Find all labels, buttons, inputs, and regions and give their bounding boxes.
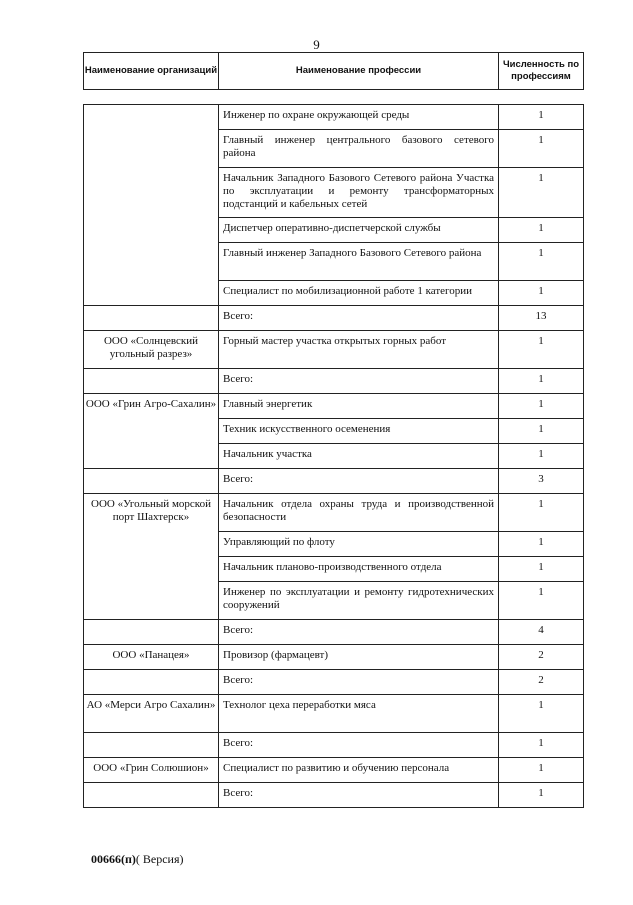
count-cell: 1 xyxy=(499,695,584,733)
count-cell: 1 xyxy=(499,331,584,369)
organization-cell xyxy=(84,105,219,306)
profession-cell: Инженер по охране окружающей среды xyxy=(219,105,499,130)
total-row xyxy=(84,783,584,808)
profession-cell: Управляющий по флоту xyxy=(219,532,499,557)
total-label: Всего: xyxy=(219,469,499,494)
document-version: ( Версия) xyxy=(135,852,184,866)
count-cell: 1 xyxy=(499,758,584,783)
profession-cell: Начальник участка xyxy=(219,444,499,469)
total-count: 3 xyxy=(499,469,584,494)
total-label: Всего: xyxy=(219,783,499,808)
table-row xyxy=(84,331,584,369)
table-header xyxy=(83,52,584,90)
count-cell: 1 xyxy=(499,557,584,582)
profession-cell: Инженер по эксплуатации и ремонту гидротехнических сооружений xyxy=(219,582,499,620)
organization-cell: ООО «Панацея» xyxy=(84,645,219,670)
total-count: 1 xyxy=(499,783,584,808)
header-organizations: Наименование организаций xyxy=(84,53,219,90)
empty-org-cell xyxy=(84,670,219,695)
count-cell: 1 xyxy=(499,218,584,243)
total-row xyxy=(84,670,584,695)
header-count: Численность по профессиям xyxy=(499,53,584,90)
total-count: 1 xyxy=(499,733,584,758)
profession-cell: Горный мастер участка открытых горных работ xyxy=(219,331,499,369)
count-cell: 1 xyxy=(499,444,584,469)
count-cell: 1 xyxy=(499,419,584,444)
profession-cell: Специалист по развитию и обучению персонала xyxy=(219,758,499,783)
total-label: Всего: xyxy=(219,620,499,645)
empty-org-cell xyxy=(84,306,219,331)
count-cell: 1 xyxy=(499,168,584,218)
organization-cell: ООО «Угольный морской порт Шахтерск» xyxy=(84,494,219,620)
total-label: Всего: xyxy=(219,733,499,758)
document-code: 00666(п) xyxy=(91,852,136,866)
total-row xyxy=(84,733,584,758)
table-row xyxy=(84,695,584,733)
total-label: Всего: xyxy=(219,306,499,331)
count-cell: 1 xyxy=(499,130,584,168)
page-number: 9 xyxy=(313,37,320,52)
count-cell: 2 xyxy=(499,645,584,670)
count-cell: 1 xyxy=(499,494,584,532)
profession-cell: Главный инженер Западного Базового Сетевого района xyxy=(219,243,499,281)
header-profession: Наименование профессии xyxy=(219,53,499,90)
organization-cell: ООО «Грин Агро-Сахалин» xyxy=(84,394,219,469)
profession-cell: Техник искусственного осеменения xyxy=(219,419,499,444)
empty-org-cell xyxy=(84,783,219,808)
count-cell: 1 xyxy=(499,243,584,281)
total-count: 13 xyxy=(499,306,584,331)
total-row xyxy=(84,620,584,645)
professions-table xyxy=(83,104,584,808)
total-row xyxy=(84,369,584,394)
profession-cell: Главный энергетик xyxy=(219,394,499,419)
count-cell: 1 xyxy=(499,582,584,620)
empty-org-cell xyxy=(84,369,219,394)
table-row xyxy=(84,105,584,130)
profession-cell: Специалист по мобилизационной работе 1 категории xyxy=(219,281,499,306)
total-label: Всего: xyxy=(219,670,499,695)
profession-cell: Диспетчер оперативно-диспетчерской службы xyxy=(219,218,499,243)
profession-cell: Провизор (фармацевт) xyxy=(219,645,499,670)
profession-cell: Начальник Западного Базового Сетевого района Участка по эксплуатации и ремонту трансформаторных подстанций и кабельных сетей xyxy=(219,168,499,218)
total-label: Всего: xyxy=(219,369,499,394)
profession-cell: Начальник планово-производственного отдела xyxy=(219,557,499,582)
empty-org-cell xyxy=(84,733,219,758)
count-cell: 1 xyxy=(499,281,584,306)
empty-org-cell xyxy=(84,469,219,494)
organization-cell: ООО «Солнцевский угольный разрез» xyxy=(84,331,219,369)
count-cell: 1 xyxy=(499,394,584,419)
count-cell: 1 xyxy=(499,105,584,130)
total-row xyxy=(84,469,584,494)
empty-org-cell xyxy=(84,620,219,645)
profession-cell: Технолог цеха переработки мяса xyxy=(219,695,499,733)
profession-cell: Начальник отдела охраны труда и производственной безопасности xyxy=(219,494,499,532)
total-count: 4 xyxy=(499,620,584,645)
table-row xyxy=(84,645,584,670)
table-row xyxy=(84,758,584,783)
organization-cell: АО «Мерси Агро Сахалин» xyxy=(84,695,219,733)
profession-cell: Главный инженер центрального базового сетевого района xyxy=(219,130,499,168)
total-row xyxy=(84,306,584,331)
total-count: 2 xyxy=(499,670,584,695)
organization-cell: ООО «Грин Солюшион» xyxy=(84,758,219,783)
total-count: 1 xyxy=(499,369,584,394)
table-row xyxy=(84,394,584,419)
count-cell: 1 xyxy=(499,532,584,557)
table-row xyxy=(84,494,584,532)
document-footer xyxy=(91,852,184,867)
